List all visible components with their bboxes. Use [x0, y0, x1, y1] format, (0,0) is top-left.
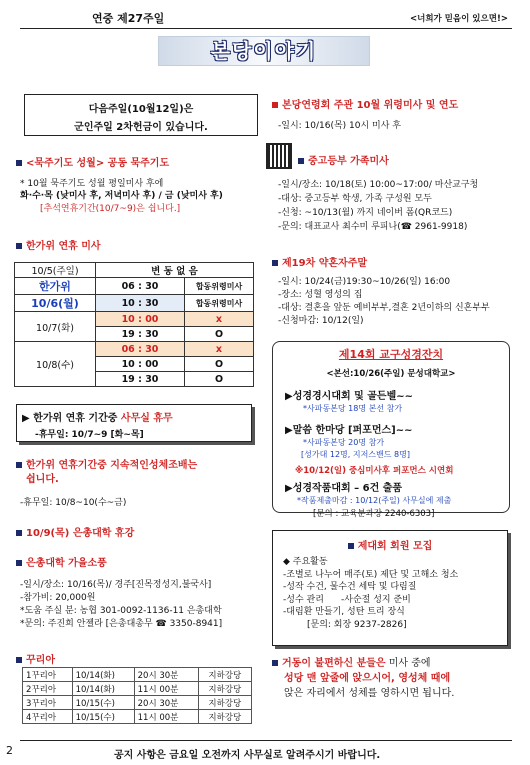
festival-item-sub: *작품제출마감 : 10/12(주일) 사무실에 제출 — [297, 496, 452, 505]
union-mass-heading: 본당연령회 주관 10월 위령미사 및 연도 — [272, 96, 458, 111]
kuria-time: 20시 30분 — [134, 668, 198, 682]
univ-trip-line: *도움 주실 분: 농협 301-0092-1136-11 은총대학 — [20, 606, 222, 616]
bullet-square-icon — [16, 462, 22, 468]
univ-break-heading: 10/9(목) 은총대학 휴강 — [16, 524, 134, 539]
engagement-line: -대상: 결혼을 앞둔 예비부부,결혼 2년이하의 신혼부부 — [278, 303, 490, 313]
festival-item-sub: *사파동본당 20명 참가 — [303, 438, 385, 447]
kuria-place: 지하강당 — [198, 682, 251, 696]
kuria-time: 20시 30분 — [134, 696, 198, 710]
adoration-heading-2: 쉽니다. — [26, 474, 59, 485]
festival-subtitle: <본선:10/26(주일) 문성대학교> — [326, 369, 456, 379]
disabled-note-line2: 성당 맨 앞줄에 앉으시어, 영성체 때에 — [284, 673, 451, 684]
mass-note: O — [185, 327, 254, 342]
kuria-date: 10/15(수) — [72, 710, 134, 724]
family-mass-line: -대상: 중고등부 학생, 가족 구성원 모두 — [278, 194, 432, 204]
engagement-line: -신청마감: 10/12(일) — [278, 316, 364, 326]
festival-item-sub: *사파동본당 18명 본선 참가 — [303, 404, 403, 413]
mass-time: 19 : 30 — [96, 372, 185, 387]
family-mass-line: -문의: 대표교사 최수미 루피나(☎ 2961-9918) — [278, 222, 468, 232]
univ-trip-line: *문의: 주진희 안젤라 [은총대총무 ☎ 3350-8941] — [20, 619, 223, 629]
title-banner — [158, 36, 370, 66]
holiday-office-title: ▶ 한가위 연휴 기간중 사무실 휴무 — [22, 413, 173, 424]
notice-line1: 다음주일(10월12일)은 — [88, 104, 194, 115]
mass-date: 한가위 — [15, 278, 96, 295]
header-rule — [20, 28, 512, 29]
univ-trip-line: -일시/장소: 10/16(목)/ 경주[진목정성지,불국사] — [20, 580, 212, 590]
mass-time: 변 동 없 음 — [96, 263, 254, 278]
festival-item-sub: [문의 : 교육분과장 2240-6303] — [313, 509, 435, 519]
footer-rule — [20, 740, 512, 741]
family-mass-line: -신청: ~10/13(월) 까지 네이버 폼(QR코드) — [278, 208, 453, 218]
engagement-line: -일시: 10/24(금)19:30~10/26(일) 16:00 — [278, 277, 451, 287]
kuria-place: 지하강당 — [198, 696, 251, 710]
chuseok-mass-table — [14, 262, 254, 387]
engagement-line: -장소: 성혈 영성의 집 — [278, 290, 363, 300]
family-mass-line: -일시/장소: 10/18(토) 10:00~17:00/ 마산교구청 — [278, 180, 479, 190]
mass-date: 10/7(화) — [15, 312, 96, 342]
mass-note: 합동위령미사 — [185, 278, 254, 295]
holiday-office-sub: -휴무일: 10/7~9 [화~목] — [35, 430, 144, 440]
kuria-date: 10/14(화) — [72, 682, 134, 696]
disabled-note — [272, 656, 512, 701]
bullet-square-icon — [16, 530, 22, 536]
rosary-line1: * 10월 묵주기도 성월 평일미사 후에 — [20, 179, 164, 189]
mass-time: 10 : 00 — [96, 312, 185, 327]
mass-note: x — [185, 342, 254, 357]
mass-date: 10/5(주일) — [15, 263, 96, 278]
bullet-square-icon — [16, 657, 22, 663]
holiday-office-box — [16, 404, 252, 442]
kuria-place: 지하강당 — [198, 710, 251, 724]
festival-box — [272, 341, 510, 519]
kuria-heading: 꾸리아 — [16, 651, 55, 666]
mass-time: 19 : 30 — [96, 327, 185, 342]
mass-note: x — [185, 312, 254, 327]
bullet-square-icon — [16, 243, 22, 249]
recruit-line: [문의: 회장 9237-2826] — [307, 619, 407, 630]
bullet-square-icon — [16, 560, 22, 566]
rosary-heading: <묵주기도 성월> 공동 묵주기도 — [16, 154, 169, 169]
mass-note: O — [185, 357, 254, 372]
festival-item-title: ▶말씀 한마당 [퍼포먼스]~~ — [285, 425, 413, 436]
union-mass-line: -일시: 10/16(목) 10시 미사 후 — [278, 121, 401, 131]
recruit-box — [272, 530, 508, 646]
mass-date: 10/8(수) — [15, 342, 96, 387]
family-mass-heading: 중고등부 가족미사 — [298, 152, 389, 167]
motto: <너희가 믿음이 있으면!> — [410, 14, 508, 24]
kuria-name: 4꾸리아 — [23, 710, 73, 724]
kuria-date: 10/14(화) — [72, 668, 134, 682]
kuria-name: 3꾸리아 — [23, 696, 73, 710]
univ-trip-line: -참가비: 20,000원 — [20, 593, 96, 603]
mass-time: 06 : 30 — [96, 278, 185, 295]
mass-time: 10 : 00 — [96, 357, 185, 372]
mass-note: O — [185, 372, 254, 387]
festival-title: 제14회 교구성경잔치 — [338, 348, 444, 361]
kuria-time: 11시 00분 — [134, 710, 198, 724]
table-row — [23, 682, 252, 696]
mass-time: 10 : 30 — [96, 295, 185, 312]
footer-text: 공지 사항은 금요일 오전까지 사무실로 알려주시기 바랍니다. — [114, 750, 381, 761]
kuria-date: 10/15(수) — [72, 696, 134, 710]
disabled-note-line3: 앉은 자리에서 성체를 영하시면 됩니다. — [284, 688, 455, 699]
chuseok-mass-heading: 한가위 연휴 미사 — [16, 237, 101, 252]
bullet-square-icon — [348, 543, 354, 549]
festival-item-sub: [성가대 12명, 지저스밴드 8명] — [301, 450, 410, 459]
qr-code-icon — [266, 143, 292, 169]
mass-time: 06 : 30 — [96, 342, 185, 357]
table-row — [23, 668, 252, 682]
bullet-square-icon — [272, 260, 278, 266]
kuria-name: 2꾸리아 — [23, 682, 73, 696]
mass-note: 합동위령미사 — [185, 295, 254, 312]
engagement-heading: 제19차 약혼자주말 — [272, 254, 367, 269]
bullet-square-icon — [272, 102, 278, 108]
disabled-note-line1: 거동이 불편하신 분들은 미사 중에 — [272, 656, 512, 671]
recruit-heading: 제대회 회원 모집 — [273, 537, 507, 552]
recruit-line: ◆ 주요활동 — [283, 557, 328, 567]
kuria-place: 지하강당 — [198, 668, 251, 682]
notice-line2: 군인주일 2차헌금이 있습니다. — [74, 122, 208, 133]
table-row — [23, 710, 252, 724]
recruit-line: -성수 관리 -사순절 성지 준비 — [283, 594, 411, 605]
rosary-line3: [추석연휴기간(10/7~9)은 쉽니다.] — [40, 204, 181, 214]
kuria-time: 11시 00분 — [134, 682, 198, 696]
page-number: 2 — [6, 744, 13, 757]
mass-date: 10/6(월) — [15, 295, 96, 312]
recruit-line: -조별로 나누어 매주(토) 제단 및 고해소 청소 — [283, 569, 459, 580]
rosary-line2: 화·수·목 (낮미사 후, 저녁미사 후) / 금 (낮미사 후) — [20, 191, 223, 201]
kuria-name: 1꾸리아 — [23, 668, 73, 682]
recruit-line: -성작 수건, 물수건 세탁 및 다림질 — [283, 582, 417, 592]
festival-item-title: ▶성경경시대회 및 골든벨~~ — [285, 391, 414, 402]
kuria-table — [22, 667, 252, 724]
festival-performance-note: ※10/12(일) 중심미사후 퍼포먼스 시연회 — [295, 466, 454, 476]
adoration-heading: 한가위 연휴기간중 지속적인성체조배는 — [16, 456, 197, 471]
table-row — [23, 696, 252, 710]
bullet-square-icon — [272, 660, 278, 666]
adoration-off: -휴무일: 10/8~10(수~금) — [20, 498, 127, 508]
festival-item-title: ▶성경작품대회 – 6건 출품 — [285, 483, 403, 494]
univ-trip-heading: 은총대학 가을소풍 — [16, 554, 107, 569]
bullet-square-icon — [16, 160, 22, 166]
recruit-line: -대림환 만들기, 성탄 트리 장식 — [283, 607, 405, 617]
bullet-square-icon — [298, 158, 304, 164]
week-title: 연중 제27주일 — [92, 12, 165, 25]
notice-box — [24, 94, 258, 136]
banner-title: 본당이야기 — [210, 39, 318, 63]
